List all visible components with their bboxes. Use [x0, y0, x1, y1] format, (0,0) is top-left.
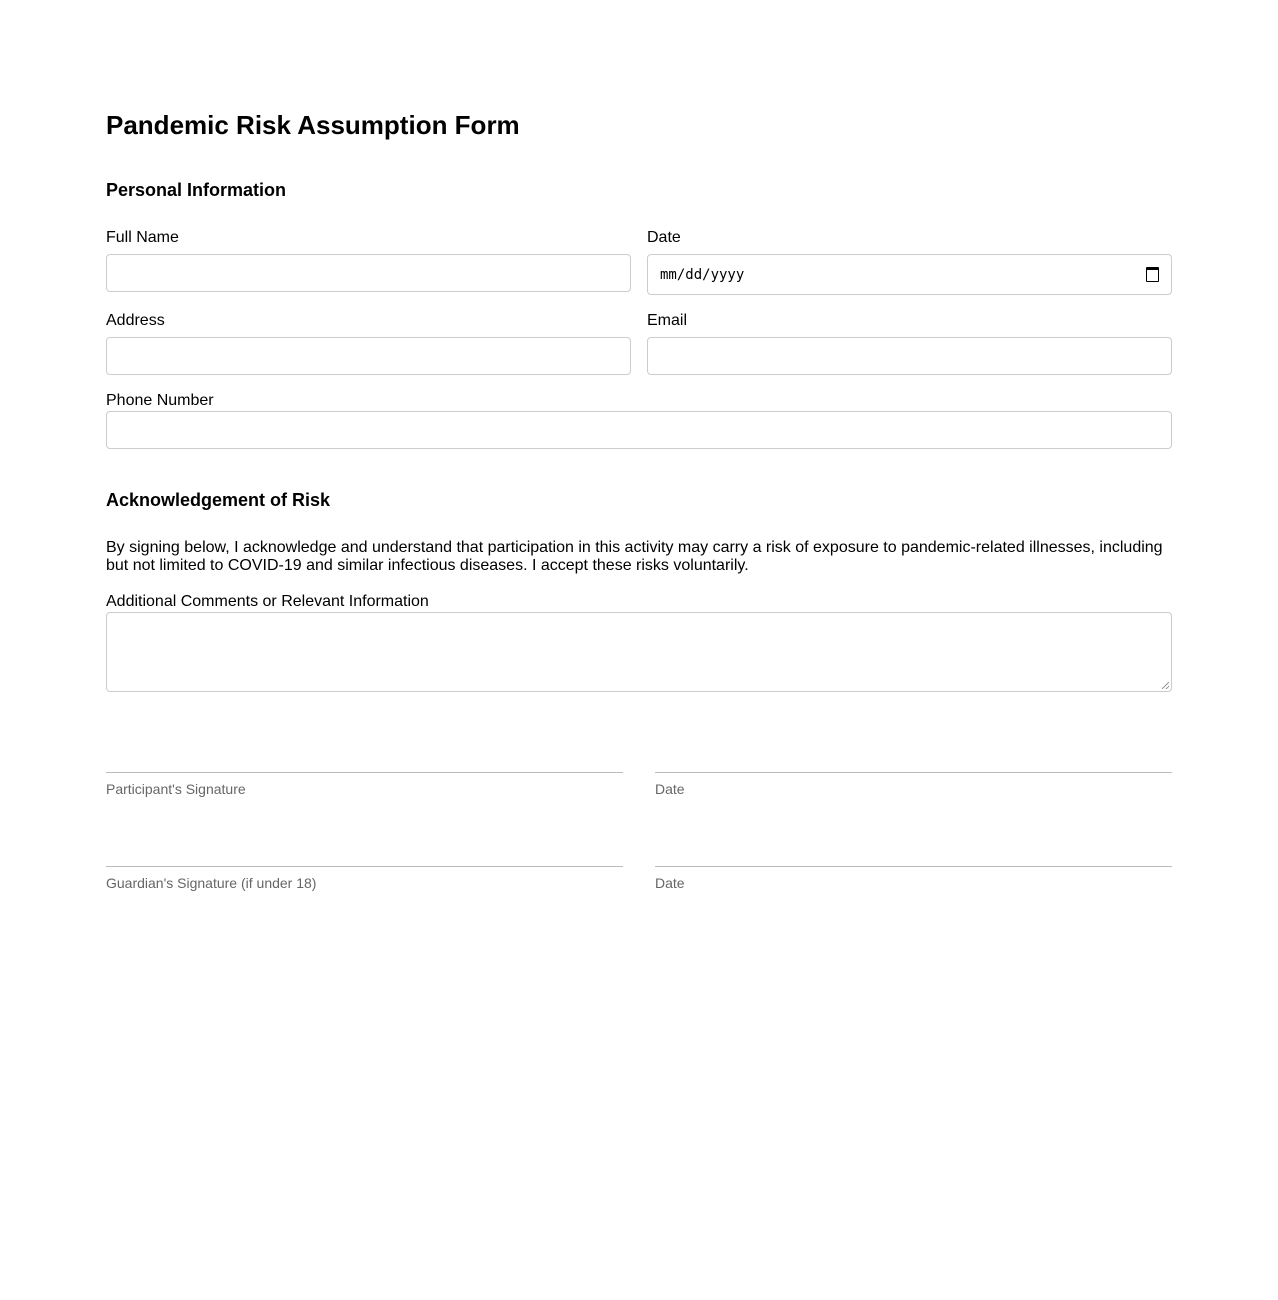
phone-label: Phone Number [106, 392, 214, 409]
personal-info-heading: Personal Information [106, 180, 287, 200]
participant-date-line[interactable] [655, 772, 1172, 773]
full-name-input[interactable] [106, 254, 631, 292]
phone-input[interactable] [106, 411, 1172, 449]
guardian-date-line[interactable] [655, 866, 1172, 867]
participant-signature-label: Participant's Signature [106, 781, 246, 797]
date-label: Date [647, 229, 681, 246]
date-input[interactable] [647, 254, 1172, 295]
page-title: Pandemic Risk Assumption Form [106, 110, 520, 140]
email-input[interactable] [647, 337, 1172, 375]
acknowledgement-heading: Acknowledgement of Risk [106, 490, 331, 510]
participant-date-label: Date [655, 781, 685, 797]
comments-textarea[interactable] [106, 612, 1172, 692]
participant-signature-line[interactable] [106, 772, 623, 773]
date-placeholder: mm/dd/yyyy [660, 266, 745, 283]
guardian-signature-line[interactable] [106, 866, 623, 867]
guardian-date-label: Date [655, 875, 685, 891]
email-label: Email [647, 312, 688, 329]
calendar-icon[interactable] [1146, 267, 1159, 282]
comments-label: Additional Comments or Relevant Information [106, 593, 429, 610]
address-input[interactable] [106, 337, 631, 375]
address-label: Address [106, 312, 165, 329]
guardian-signature-label: Guardian's Signature (if under 18) [106, 875, 317, 891]
acknowledgement-text: By signing below, I acknowledge and understand that participation in this activity may carry a risk of exposure to pandemic-related illnesses, including but not limited to COVID-19 and similar infectious diseases. I accept these risks voluntarily. [106, 539, 1163, 574]
full-name-label: Full Name [106, 229, 179, 246]
resize-handle-icon[interactable] [1162, 682, 1169, 689]
